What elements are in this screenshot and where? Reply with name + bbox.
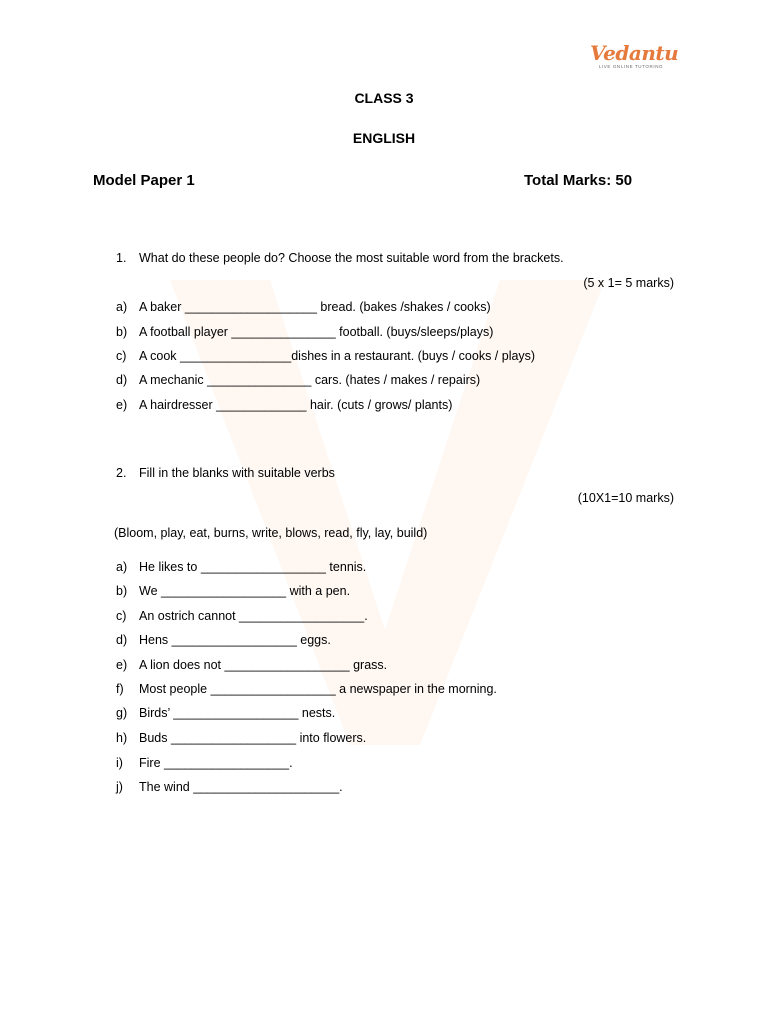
- q2-item-f: [116, 682, 497, 696]
- vedantu-logo: [590, 40, 679, 70]
- item-text: A football player _______________ football. (buys/sleeps/plays): [139, 325, 494, 339]
- paper-name: Model Paper 1: [93, 172, 195, 189]
- q1-item-a: [116, 300, 491, 314]
- item-text: A hairdresser _____________ hair. (cuts / grows/ plants): [139, 398, 453, 412]
- question-1-heading: [116, 251, 564, 265]
- question-1-marks: (5 x 1= 5 marks): [583, 276, 674, 290]
- item-text: An ostrich cannot __________________.: [139, 609, 368, 623]
- item-text: Most people __________________ a newspaper in the morning.: [139, 682, 497, 696]
- q2-item-j: [116, 780, 343, 794]
- logo-wordmark: Vedantu: [590, 41, 679, 65]
- item-label: e): [116, 658, 128, 672]
- q2-item-g: [116, 706, 335, 720]
- item-label: f): [116, 682, 124, 696]
- item-text: Buds __________________ into flowers.: [139, 731, 367, 745]
- question-2-heading: [116, 466, 335, 480]
- question-text: What do these people do? Choose the most suitable word from the brackets.: [139, 251, 564, 265]
- item-label: h): [116, 731, 128, 745]
- item-text: The wind _____________________.: [139, 780, 343, 794]
- q1-item-c: [116, 349, 535, 363]
- q1-item-e: [116, 398, 452, 412]
- question-2-marks: (10X1=10 marks): [577, 491, 674, 505]
- item-label: g): [116, 706, 128, 720]
- item-label: d): [116, 633, 128, 647]
- vedantu-watermark-v: [150, 270, 620, 750]
- q2-item-a: [116, 560, 366, 574]
- item-text: A cook ________________dishes in a restaurant. (buys / cooks / plays): [139, 349, 536, 363]
- q2-item-c: [116, 609, 368, 623]
- item-text: He likes to __________________ tennis.: [139, 560, 367, 574]
- item-label: b): [116, 325, 128, 339]
- subject-title: ENGLISH: [352, 130, 416, 146]
- q2-item-b: [116, 584, 350, 598]
- question-number: 2.: [116, 466, 127, 480]
- q1-item-d: [116, 373, 480, 387]
- item-label: d): [116, 373, 128, 387]
- class-title: CLASS 3: [354, 90, 414, 106]
- item-label: c): [116, 349, 127, 363]
- q2-item-h: [116, 731, 366, 745]
- item-text: A lion does not __________________ grass.: [139, 658, 388, 672]
- q2-item-e: [116, 658, 387, 672]
- total-marks: Total Marks: 50: [524, 172, 633, 189]
- item-text: A baker ___________________ bread. (bakes /shakes / cooks): [139, 300, 491, 314]
- q2-item-d: [116, 633, 331, 647]
- item-label: a): [116, 300, 128, 314]
- q2-item-i: [116, 756, 293, 770]
- q1-item-b: [116, 325, 493, 339]
- item-text: Birds’ __________________ nests.: [139, 706, 336, 720]
- word-bank: (Bloom, play, eat, burns, write, blows, read, fly, lay, build): [114, 526, 428, 540]
- question-number: 1.: [116, 251, 127, 265]
- item-label: c): [116, 609, 127, 623]
- item-text: Hens __________________ eggs.: [139, 633, 331, 647]
- item-text: A mechanic _______________ cars. (hates / makes / repairs): [139, 373, 481, 387]
- item-text: We __________________ with a pen.: [139, 584, 351, 598]
- item-label: i): [116, 756, 123, 770]
- item-label: e): [116, 398, 128, 412]
- question-text: Fill in the blanks with suitable verbs: [139, 466, 335, 480]
- item-label: a): [116, 560, 128, 574]
- logo-tagline: LIVE ONLINE TUTORING: [598, 64, 664, 69]
- item-text: Fire __________________.: [139, 756, 293, 770]
- item-label: j): [116, 780, 123, 794]
- item-label: b): [116, 584, 128, 598]
